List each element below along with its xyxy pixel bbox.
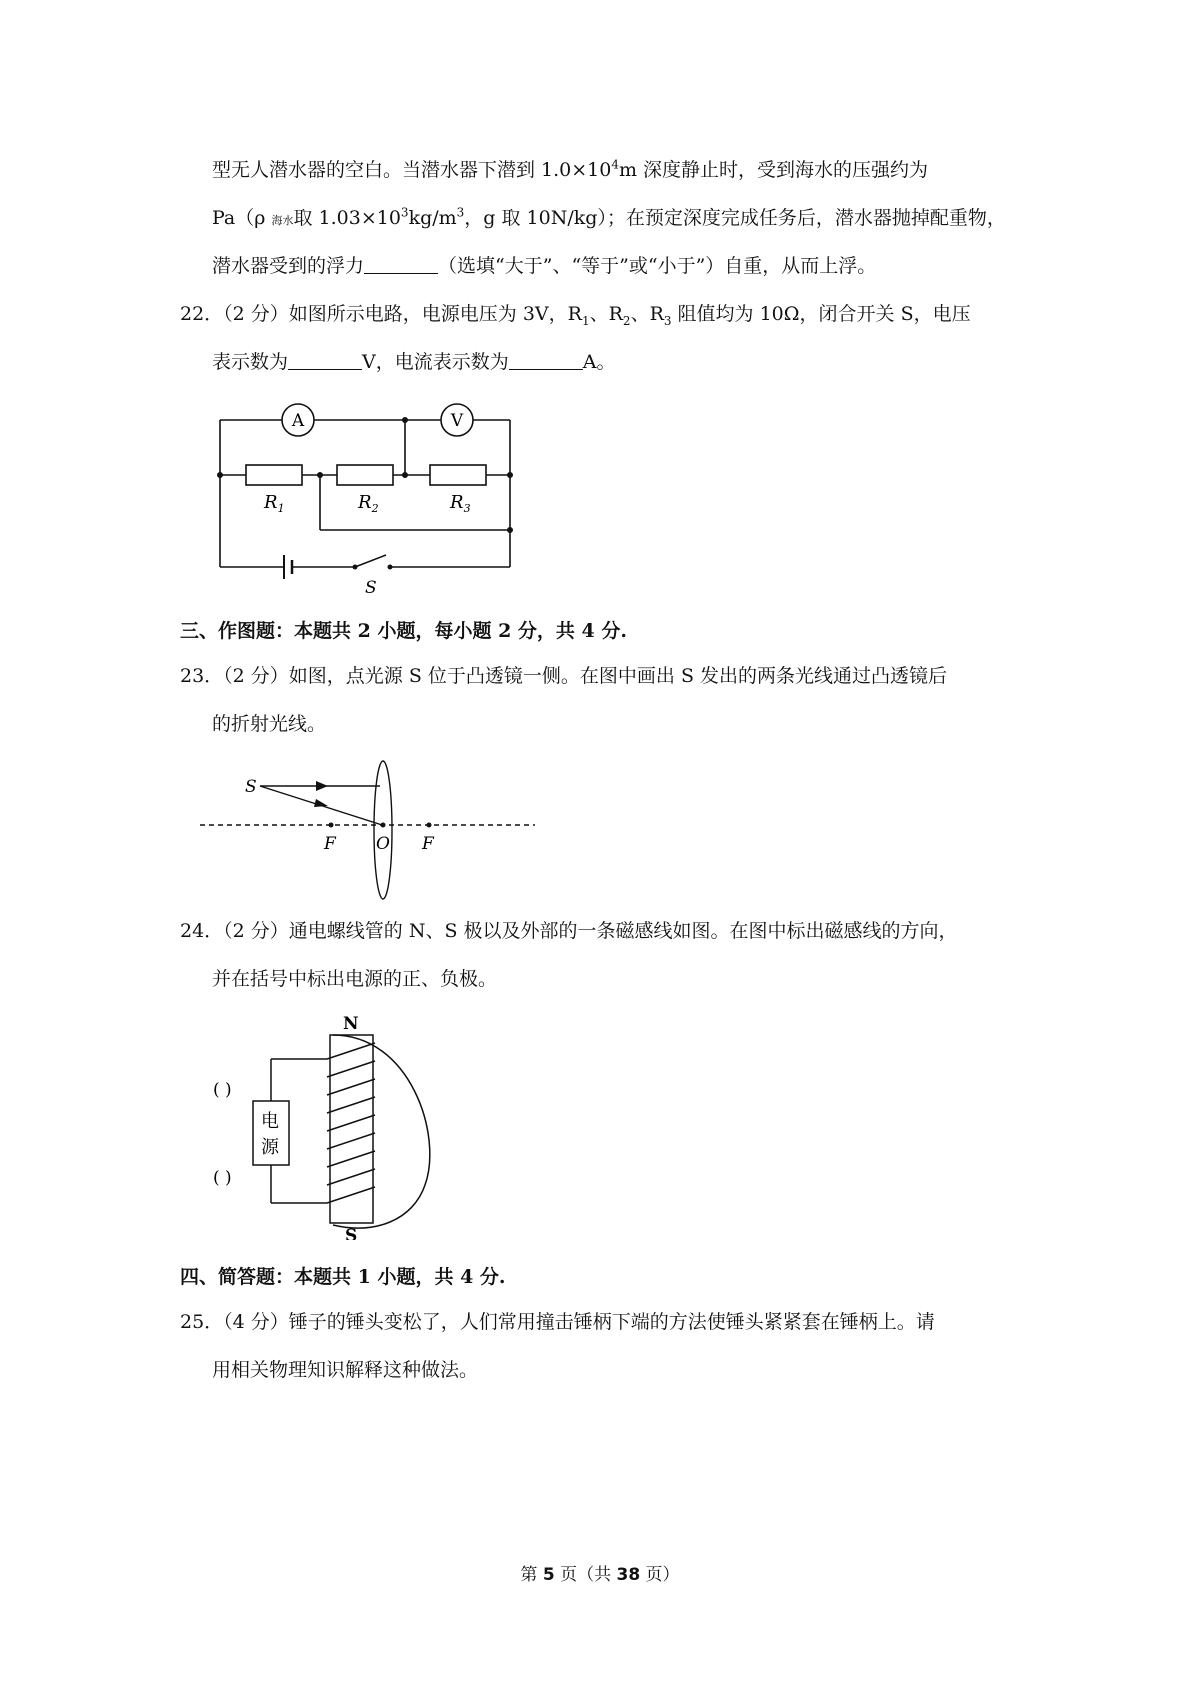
north-pole-label: N	[343, 1015, 359, 1034]
section-4-title: 四、简答题：本题共 1 小题，共 4 分.	[180, 1266, 506, 1288]
q25-line1: 25．（4 分）锤子的锤头变松了，人们常用撞击锤柄下端的方法使锤头紧紧套在锤柄上。请	[180, 1311, 935, 1333]
q22-line1: 22．（2 分）如图所示电路，电源电压为 3V，$R_1$、$R_2$、$R_3$ 阻值均为 10Ω，闭合开关 S，电压	[180, 303, 971, 328]
r2-label: $R_2$	[358, 492, 379, 515]
power-source-label-1: 电	[261, 1111, 279, 1132]
answer-blank[interactable]	[509, 349, 583, 370]
q21-line1: 型无人潜水器的空白。当潜水器下潜到 $1.0\times 10^4m$ 深度静止时，受到海水的压强约为	[212, 157, 929, 181]
focus-left-label: F	[324, 834, 336, 854]
light-source-label: S	[245, 777, 257, 797]
polarity-bracket-top[interactable]: ( )	[213, 1080, 232, 1100]
polarity-bracket-bottom[interactable]: ( )	[213, 1168, 232, 1188]
optical-center-label: O	[376, 834, 390, 854]
circuit-diagram	[200, 395, 540, 600]
q25-line2: 用相关物理知识解释这种做法。	[212, 1359, 479, 1381]
q21-line3: 潜水器受到的浮力 （选填“大于”、“等于”或“小于”）自重，从而上浮。	[212, 255, 877, 277]
south-pole-label: S	[345, 1226, 358, 1240]
q24-line1: 24．（2 分）通电螺线管的 N、S 极以及外部的一条磁感线如图。在图中标出磁感线的方向，	[180, 920, 958, 942]
solenoid-diagram	[205, 1015, 445, 1240]
q22-line2: 表示数为 V，电流表示数为 A。	[212, 351, 616, 373]
ammeter-label: A	[291, 411, 305, 431]
focus-right-label: F	[422, 834, 434, 854]
page-footer: 第 5 页（共 38 页）	[520, 1565, 680, 1585]
q24-line2: 并在括号中标出电源的正、负极。	[212, 968, 498, 990]
power-source-label-2: 源	[261, 1137, 279, 1158]
switch-label: S	[365, 578, 377, 598]
r3-label: $R_3$	[450, 492, 471, 515]
q23-line2: 的折射光线。	[212, 713, 327, 735]
lens-diagram	[200, 755, 540, 905]
voltmeter-label: V	[450, 411, 464, 431]
q21-line2: Pa（ρ 海水取 $1.03\times 10^3kg/m^3$，g 取 10N/kg）；在预定深度完成任务后，潜水器抛掉配重物，	[212, 205, 1006, 229]
r1-label: $R_1$	[264, 492, 285, 515]
q23-line1: 23．（2 分）如图，点光源 S 位于凸透镜一侧。在图中画出 S 发出的两条光线通过凸透镜后	[180, 665, 947, 687]
answer-blank[interactable]	[288, 349, 362, 370]
section-3-title: 三、作图题：本题共 2 小题，每小题 2 分，共 4 分.	[180, 620, 627, 642]
answer-blank[interactable]	[364, 253, 438, 274]
